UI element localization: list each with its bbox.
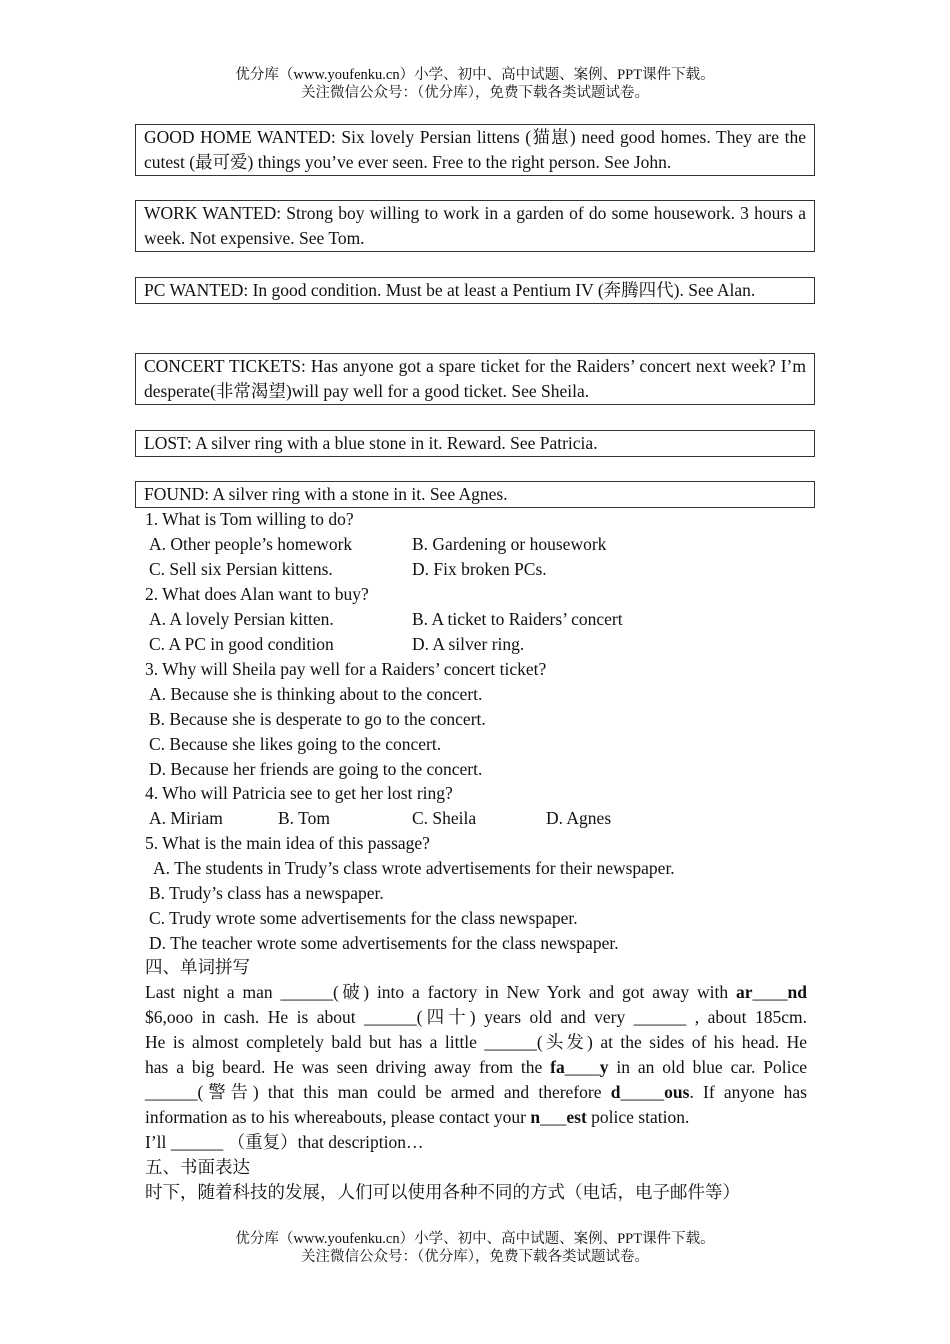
- q2-option-d: D. A silver ring.: [412, 634, 525, 654]
- footer-line-1: 优分库（www.youfenku.cn）小学、初中、高中试题、案例、PPT课件下载。: [235, 1231, 715, 1247]
- section-5-title: 五、书面表达: [145, 1157, 250, 1177]
- question-1: 1. What is Tom willing to do?: [145, 509, 354, 529]
- passage-row-5: ______(警告) that this man could be armed and therefore d_____ous. If anyone has: [145, 1082, 807, 1102]
- question-5: 5. What is the main idea of this passage?: [145, 833, 430, 853]
- question-4: 4. Who will Patricia see to get her lost ring?: [145, 783, 453, 803]
- q4-option-d: D. Agnes: [546, 808, 612, 828]
- word-spelling-passage: [145, 980, 807, 1155]
- q1-option-a: A. Other people’s homework: [149, 534, 353, 554]
- ad-concert-tickets: CONCERT TICKETS: Has anyone got a spare ticket for the Raiders’ concert next week? I’m desperate(非常渴望)will pay well for a good ticket. See Sheila.: [135, 353, 815, 405]
- q4-option-c: C. Sheila: [412, 808, 477, 828]
- ad-good-home-wanted: GOOD HOME WANTED: Six lovely Persian littens (猫崽) need good homes. They are the cutest (最可爱) things you’ve ever seen. Free to the right person. See John.: [135, 124, 815, 176]
- q2-option-c: C. A PC in good condition: [149, 634, 334, 654]
- page-footer: [0, 1230, 950, 1266]
- passage-row-7: I’ll ______ （重复）that description…: [145, 1132, 424, 1152]
- q1-option-c: C. Sell six Persian kittens.: [149, 559, 333, 579]
- section-5-text: 时下，随着科技的发展，人们可以使用各种不同的方式（电话，电子邮件等）: [145, 1182, 740, 1202]
- passage-row-3: He is almost completely bald but has a little ______(头发) at the sides of his head. He: [145, 1032, 807, 1052]
- ad-lost: LOST: A silver ring with a blue stone in it. Reward. See Patricia.: [135, 430, 815, 457]
- footer-line-2: 关注微信公众号：（优分库），免费下载各类试题试卷。: [301, 1249, 649, 1265]
- question-2: 2. What does Alan want to buy?: [145, 584, 369, 604]
- ad-work-wanted: WORK WANTED: Strong boy willing to work in a garden of do some housework. 3 hours a week. Not expensive. See Tom.: [135, 200, 815, 252]
- q3-option-d: D. Because her friends are going to the concert.: [149, 759, 483, 779]
- q5-option-a: A. The students in Trudy’s class wrote advertisements for their newspaper.: [153, 858, 675, 878]
- q5-option-d: D. The teacher wrote some advertisements for the class newspaper.: [149, 933, 619, 953]
- ad-pc-wanted: PC WANTED: In good condition. Must be at least a Pentium IV (奔腾四代). See Alan.: [135, 277, 815, 304]
- ad-found: FOUND: A silver ring with a stone in it. See Agnes.: [135, 481, 815, 508]
- q1-option-b: B. Gardening or housework: [412, 534, 607, 554]
- q5-option-c: C. Trudy wrote some advertisements for the class newspaper.: [149, 908, 578, 928]
- q4-option-a: A. Miriam: [149, 808, 223, 828]
- passage-row-1: Last night a man ______(破) into a factory in New York and got away with ar____nd: [145, 982, 807, 1002]
- header-line-1: 优分库（www.youfenku.cn）小学、初中、高中试题、案例、PPT课件下载。: [235, 67, 715, 83]
- header-line-2: 关注微信公众号：（优分库），免费下载各类试题试卷。: [301, 85, 649, 101]
- q4-option-b: B. Tom: [278, 808, 330, 828]
- question-3: 3. Why will Sheila pay well for a Raiders’ concert ticket?: [145, 659, 547, 679]
- q1-option-d: D. Fix broken PCs.: [412, 559, 547, 579]
- q3-option-b: B. Because she is desperate to go to the concert.: [149, 709, 486, 729]
- passage-row-4: has a big beard. He was seen driving away from the fa____y in an old blue car. Police: [145, 1057, 808, 1077]
- page-header: [0, 66, 950, 102]
- q2-option-a: A. A lovely Persian kitten.: [149, 609, 334, 629]
- section-4-title: 四、单词拼写: [145, 957, 250, 977]
- q2-option-b: B. A ticket to Raiders’ concert: [412, 609, 623, 629]
- passage-row-2: $6,ooo in cash. He is about ______(四十) years old and very ______ , about 185cm.: [145, 1007, 807, 1027]
- q3-option-c: C. Because she likes going to the concert.: [149, 734, 442, 754]
- passage-row-6: information as to his whereabouts, please contact your n___est police station.: [145, 1107, 690, 1127]
- q5-option-b: B. Trudy’s class has a newspaper.: [149, 883, 384, 903]
- q3-option-a: A. Because she is thinking about to the concert.: [149, 684, 483, 704]
